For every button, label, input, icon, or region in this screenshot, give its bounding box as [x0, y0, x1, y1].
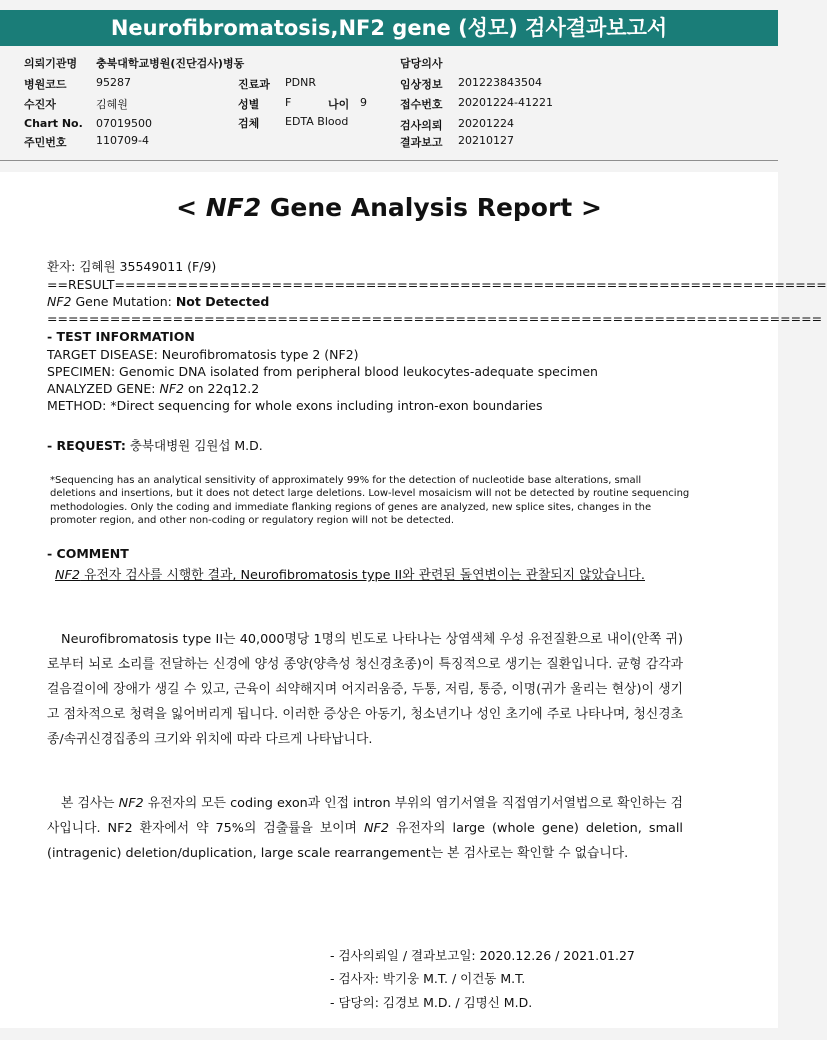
specimen-info: SPECIMEN: Genomic DNA isolated from peripheral blood leukocytes-adequate specimen — [47, 364, 598, 379]
comment-gene: NF2 — [55, 568, 81, 583]
patient-line: 환자: 김혜원 35549011 (F/9) — [47, 259, 217, 274]
p2-part-b: 유전자의 모든 coding exon과 인접 intron 부위의 염기서열을 직접염기서열법으로 확인하는 검사입니다. NF2 환자에서 약 75%의 검출률을 보이며 — [47, 796, 683, 836]
mutation-label: Gene Mutation: — [71, 294, 176, 309]
header-divider — [0, 160, 778, 161]
paragraph-test-scope — [47, 791, 683, 866]
comment-body: 유전자 검사를 시행한 결과, Neurofibromatosis type II와 관련된 돌연변이는 관찰되지 않았습니다. — [80, 568, 645, 583]
label-patient-name: 수진자 — [24, 98, 56, 111]
label-clinical-info: 임상정보 — [400, 78, 443, 91]
value-age: 9 — [360, 96, 367, 109]
value-chart-no: 07019500 — [96, 117, 152, 130]
mutation-result — [47, 294, 269, 309]
title-prefix: < — [176, 193, 206, 222]
signature-dates: - 검사의뢰일 / 결과보고일: 2020.12.26 / 2021.01.27 — [330, 948, 635, 963]
value-sex: F — [285, 96, 292, 109]
request-line — [47, 436, 263, 454]
label-specimen: 검체 — [238, 117, 260, 130]
request-value: 충북대병원 김원섭 M.D. — [125, 438, 263, 453]
label-age: 나이 — [328, 98, 350, 111]
value-report-date: 20210127 — [458, 134, 514, 147]
target-disease: TARGET DISEASE: Neurofibromatosis type 2 (NF2) — [47, 347, 359, 362]
label-hospital-code: 병원코드 — [24, 78, 67, 91]
label-request-date: 검사의뢰 — [400, 119, 443, 132]
label-department: 진료과 — [238, 78, 270, 91]
label-attending-doctor: 담당의사 — [400, 57, 443, 70]
request-label: - REQUEST: — [47, 438, 126, 453]
title-rest: Gene Analysis Report > — [261, 193, 602, 222]
label-resident-no: 주민번호 — [24, 136, 67, 149]
analyzed-gene — [47, 381, 259, 396]
paragraph-description: Neurofibromatosis type II는 40,000명당 1명의 빈도로 나타나는 상염색체 우성 유전질환으로 내이(안쪽 귀)로부터 뇌로 소리를 전달하는 신경에 양성 종양(양측성 청신경초종)이 특징적으로 생기는 질환입니다. 균형 감각과 걸음걸이에 장애가 생길 수 있고, 근육이 쇠약해지며 어지러움증, 두통, 저림, 통증, 이명(귀가 울리는 현상)이 생기고 점차적으로 청력을 잃어버리게 됩니다. 이러한 증상은 아동기, 청소년기나 성인 초기에 주로 나타나며, 청신경초종/속귀신경집종의 크기와 위치에 따라 다르게 나타납니다. — [47, 632, 683, 747]
value-patient-name: 김혜원 — [96, 98, 128, 111]
label-referring-institution: 의뢰기관명 — [24, 57, 78, 70]
p2-gene-2: NF2 — [363, 821, 390, 836]
analyzed-gene-label: ANALYZED GENE: — [47, 381, 160, 396]
report-title — [0, 193, 778, 222]
report-banner-title: Neurofibromatosis,NF2 gene (성모) 검사결과보고서 — [0, 10, 778, 46]
comment-text — [47, 563, 683, 588]
mutation-value: Not Detected — [175, 294, 270, 309]
value-specimen: EDTA Blood — [285, 115, 349, 128]
mutation-gene: NF2 — [47, 294, 72, 309]
label-sex: 성별 — [238, 98, 260, 111]
result-separator: ========================================================================== — [47, 311, 823, 326]
value-clinical-info: 201223843504 — [458, 76, 542, 89]
value-receipt-no: 20201224-41221 — [458, 96, 553, 109]
analyzed-gene-location: on 22q12.2 — [183, 381, 260, 396]
result-header: ==RESULT==================================================================== — [47, 277, 827, 292]
value-department: PDNR — [285, 76, 316, 89]
label-report-date: 결과보고 — [400, 136, 443, 149]
signature-tester: - 검사자: 박기웅 M.T. / 이건동 M.T. — [330, 971, 526, 986]
value-resident-no: 110709-4 — [96, 134, 149, 147]
label-receipt-no: 접수번호 — [400, 98, 443, 111]
signature-doctor: - 담당의: 김경보 M.D. / 김명신 M.D. — [330, 995, 533, 1010]
value-request-date: 20201224 — [458, 117, 514, 130]
report-header — [0, 53, 778, 163]
comment-heading: - COMMENT — [47, 546, 129, 561]
value-referring-institution: 충북대학교병원(진단검사)병동 — [96, 57, 245, 70]
sequencing-footnote: *Sequencing has an analytical sensitivity of approximately 99% for the detection of nucleotide base alterations, small deletions and insertions, but it does not detect large deletions. Low-level mosaicism will not be detected by routine sequencing methodologies. Only the coding and immediate flanking regions of genes are analyzed, new splice sites, changes in the promoter region, and other non-coding or regulatory region will not be detected. — [50, 475, 690, 526]
p2-part-c: 유전자의 large (whole gene) deletion, small (intragenic) deletion/duplication, large scale rearrangement는 본 검사로는 확인할 수 없습니다. — [47, 821, 683, 861]
label-chart-no: Chart No. — [24, 117, 83, 130]
test-info-heading: - TEST INFORMATION — [47, 329, 195, 344]
analyzed-gene-name: NF2 — [159, 381, 184, 396]
title-gene: NF2 — [205, 193, 262, 222]
p2-gene-1: NF2 — [118, 796, 144, 811]
p2-part-a: 본 검사는 — [61, 796, 119, 811]
value-hospital-code: 95287 — [96, 76, 131, 89]
method-info: METHOD: *Direct sequencing for whole exons including intron-exon boundaries — [47, 398, 543, 413]
